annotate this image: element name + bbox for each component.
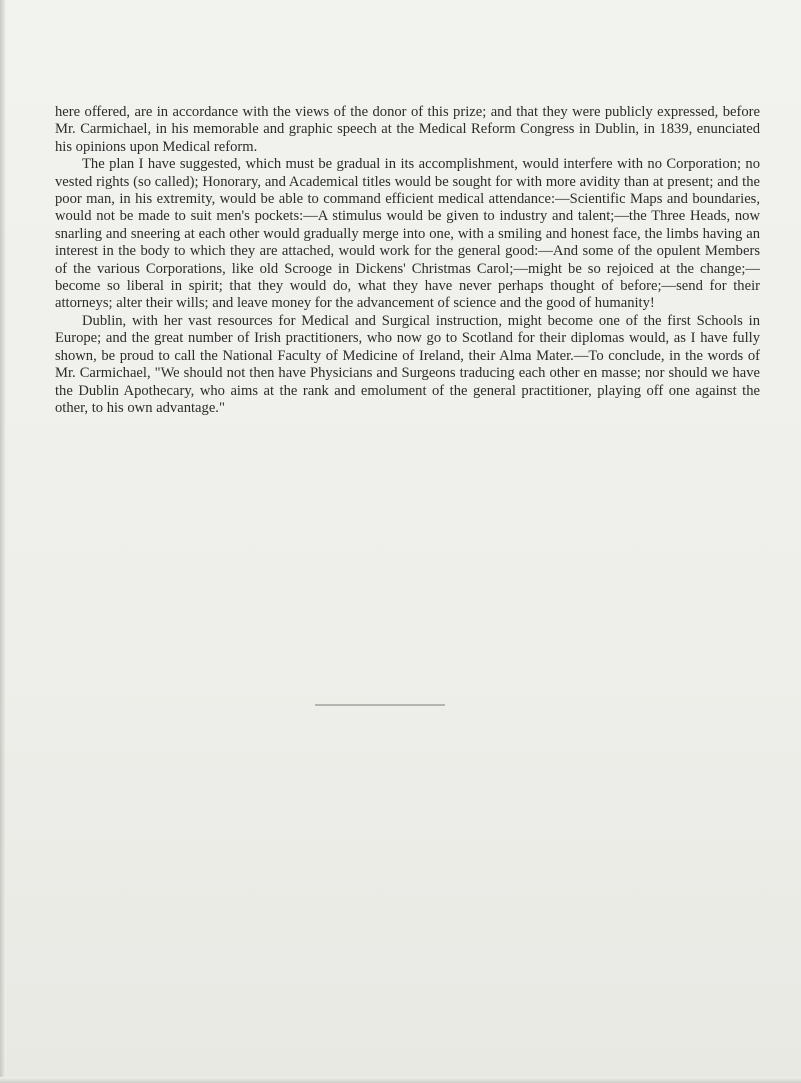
page-bottom-edge xyxy=(0,1077,801,1083)
paragraph-2: The plan I have suggested, which must be gradual in its accomplishment, would interfere with no Corporation; no vested rights (so called); Honorary, and Academical titles would be sought for with more avidity than at present; and the poor man, in his extremity, would be able to command efficient medical attendance:—Scientific Maps and boundaries, would not be made to suit men's pockets:—A stimulus would be given to industry and talent;—the Three Heads, now snarling and sneering at each other would gradually merge into one, with a smiling and honest face, the limbs having an interest in the body to which they are attached, would work for the general good:—And some of the opulent Members of the various Corporations, like old Scrooge in Dickens' Christmas Carol;—might be so rejoiced at the change;—become so liberal in spirit; that they would do, what they have never perhaps thought of before;—send for their attorneys; alter their wills; and leave money for the advancement of science and the good of humanity! xyxy=(55,156,760,312)
body-text xyxy=(55,104,760,417)
paragraph-3: Dublin, with her vast resources for Medical and Surgical instruction, might become one of the first Schools in Europe; and the great number of Irish practitioners, who now go to Scotland for their diplomas would, as I have fully shown, be proud to call the National Faculty of Medicine of Ireland, their Alma Mater.—To conclude, in the words of Mr. Carmichael, "We should not then have Physicians and Surgeons traducing each other en masse; nor should we have the Dublin Apothecary, who aims at the rank and emolument of the general practitioner, playing off one against the other, to his own advantage." xyxy=(55,312,760,416)
show-through-rule xyxy=(315,704,445,706)
paragraph-1: here offered, are in accordance with the views of the donor of this prize; and that they were publicly expressed, before Mr. Carmichael, in his memorable and graphic speech at the Medical Reform Congress in Dublin, in 1839, enunciated his opinions upon Medical reform. xyxy=(55,104,760,155)
page-left-edge xyxy=(0,0,6,1083)
show-through-text xyxy=(230,520,790,780)
